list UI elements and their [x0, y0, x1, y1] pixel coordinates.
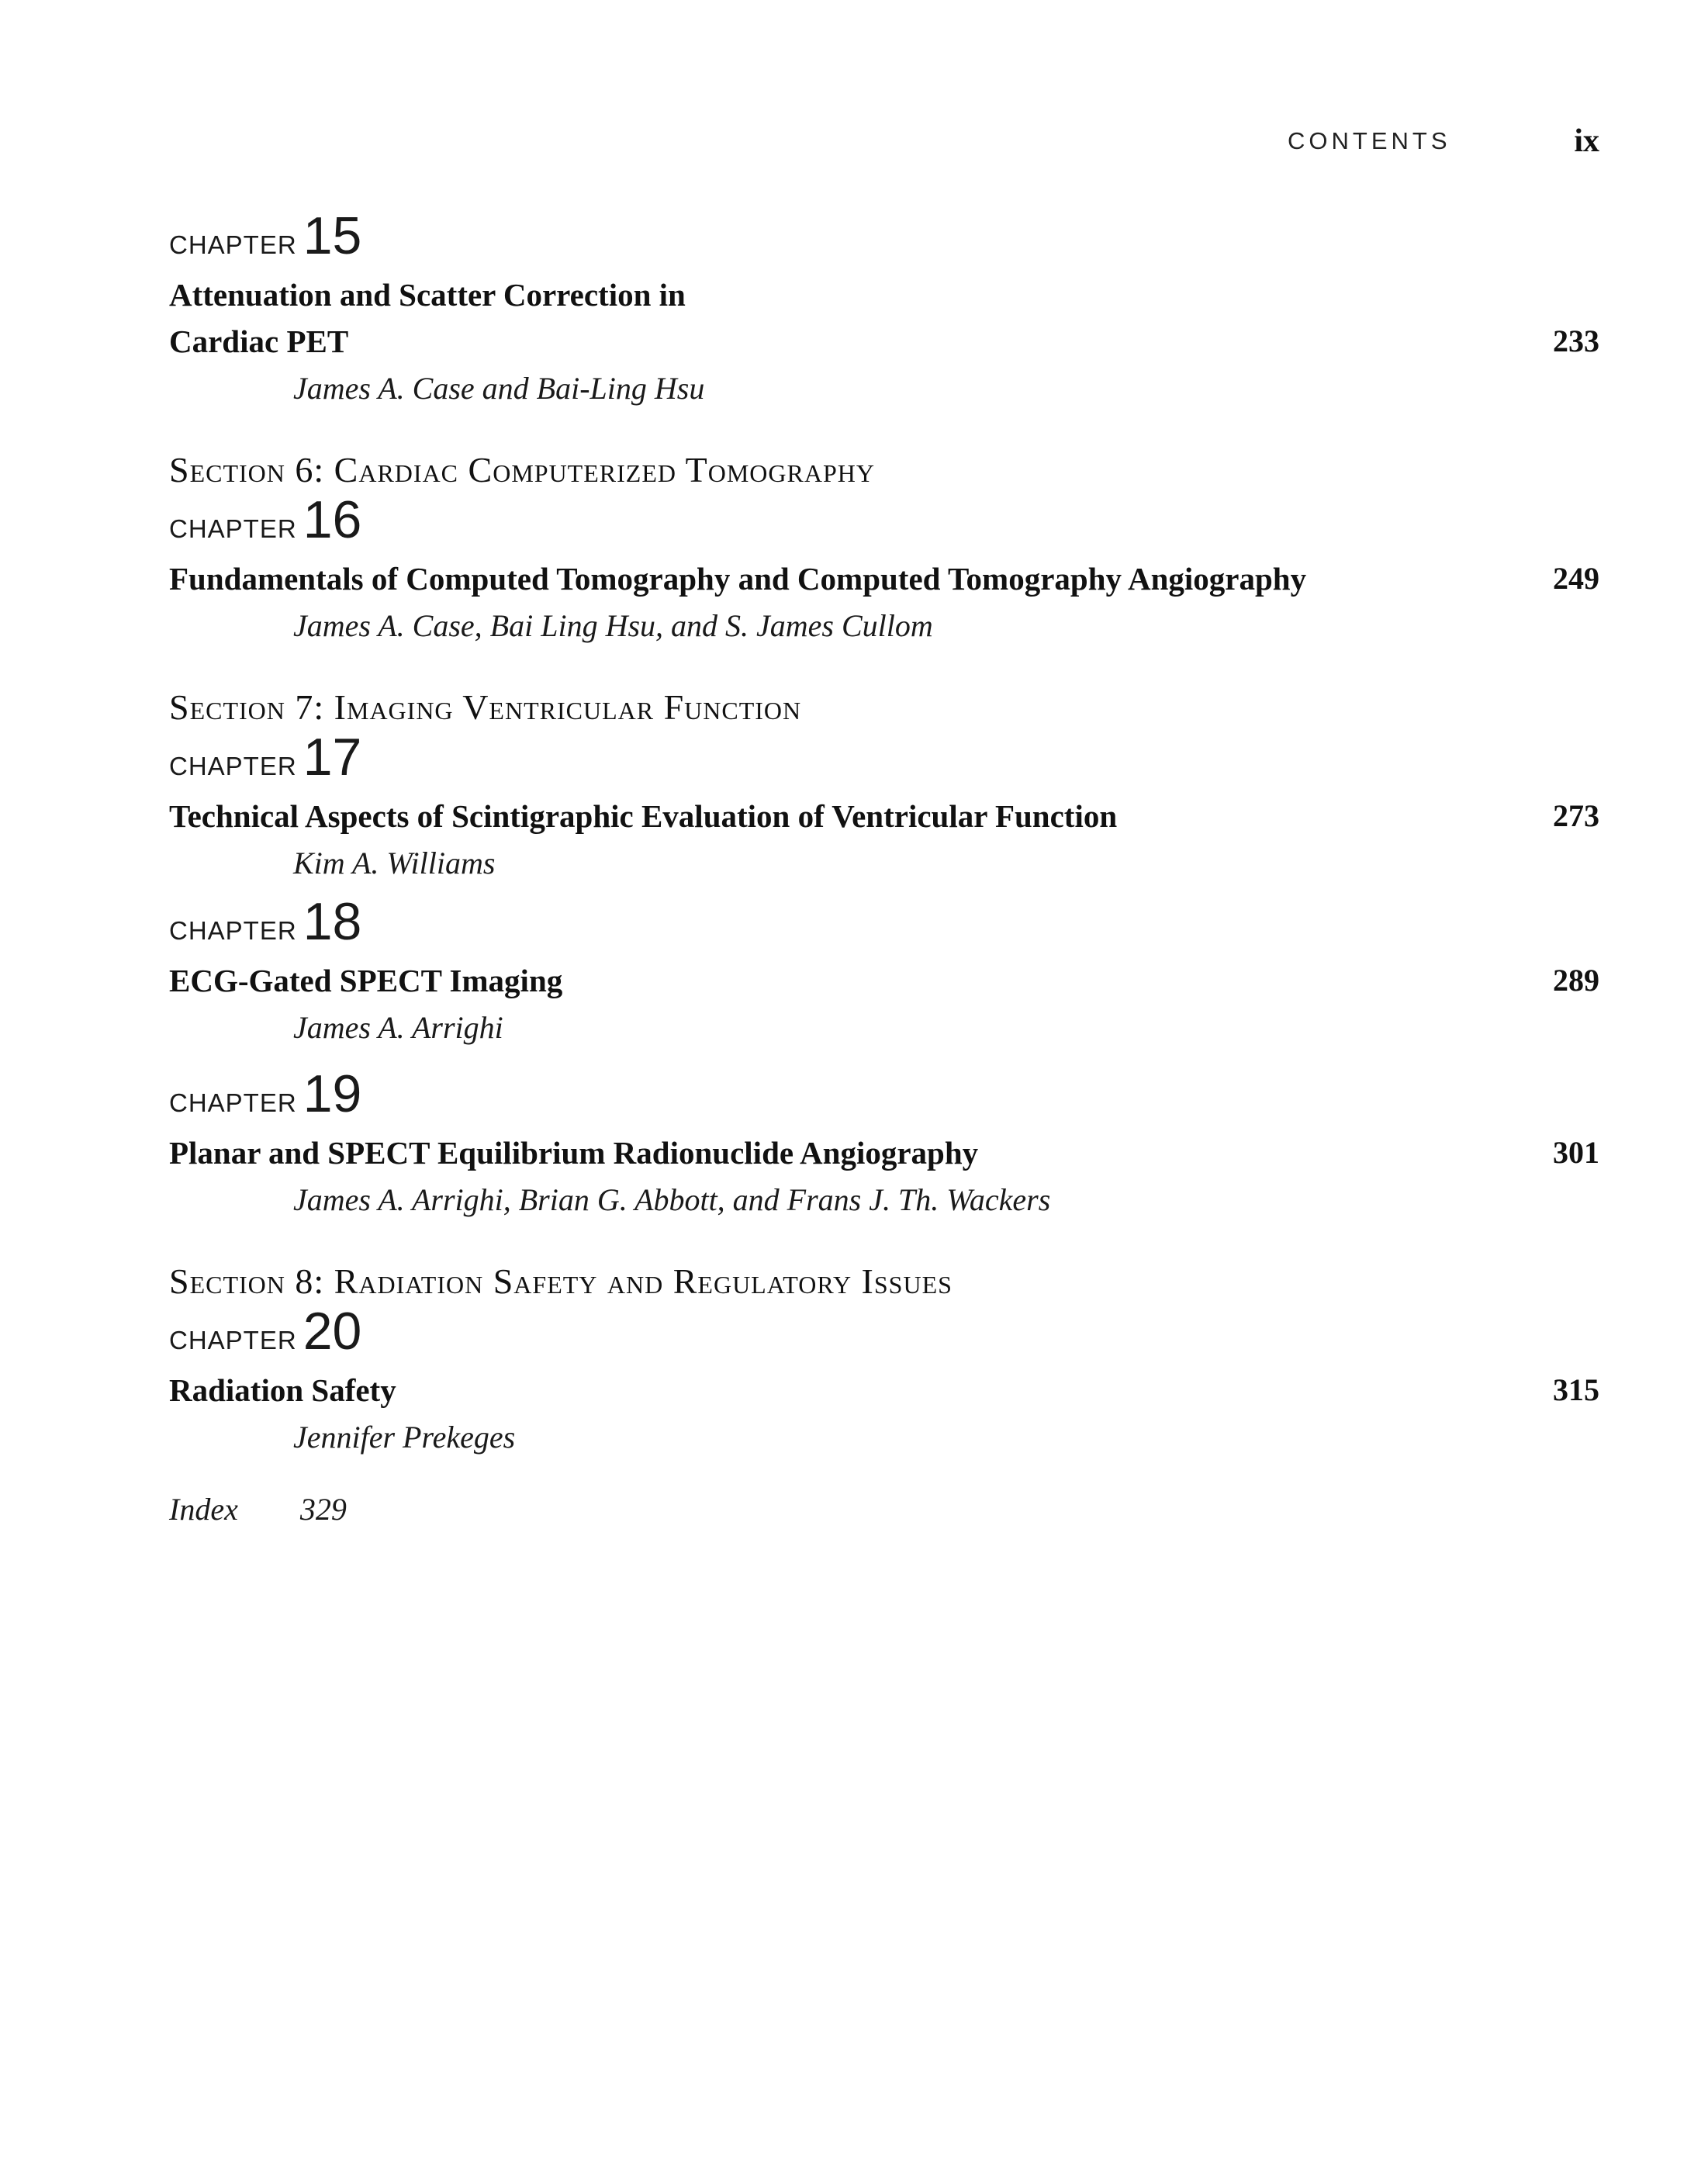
- toc-entry-chapter-15: [169, 206, 1599, 447]
- chapter-label: [169, 1064, 1599, 1130]
- chapter-word: CHAPTER: [169, 514, 297, 543]
- toc-entry-chapter-20: [169, 1302, 1599, 1491]
- index-page: 329: [299, 1492, 347, 1527]
- chapter-label: [169, 1302, 1599, 1367]
- chapter-page: 289: [1553, 963, 1599, 998]
- running-title: CONTENTS: [1288, 127, 1451, 154]
- section-heading-8: Section 8: Radiation Safety and Regulatory Issues: [169, 1261, 953, 1301]
- chapter-word: CHAPTER: [169, 752, 297, 780]
- chapter-title-row: [169, 957, 1599, 1004]
- chapter-title-row: [169, 1367, 1599, 1413]
- chapter-authors: James A. Arrighi, Brian G. Abbott, and Frans J. Th. Wackers: [293, 1182, 1051, 1217]
- toc-entry-chapter-18: [169, 892, 1599, 1067]
- chapter-word: CHAPTER: [169, 1326, 297, 1354]
- chapter-title-row: [169, 555, 1599, 602]
- index-label: Index: [169, 1492, 238, 1527]
- chapter-title-line-2: Cardiac PET: [169, 323, 349, 359]
- toc-entry-chapter-17: [169, 728, 1599, 895]
- chapter-label: [169, 892, 1599, 957]
- chapter-page: 315: [1553, 1372, 1599, 1407]
- chapter-title: Fundamentals of Computed Tomography and Computed Tomography Angiography: [169, 561, 1307, 597]
- chapter-authors: James A. Arrighi: [293, 1010, 503, 1045]
- chapter-title-row: [169, 1130, 1599, 1176]
- chapter-number: 18: [303, 892, 362, 951]
- chapter-title-line-1: Attenuation and Scatter Correction in: [169, 277, 686, 313]
- chapter-word: CHAPTER: [169, 916, 297, 945]
- chapter-authors: Kim A. Williams: [293, 846, 496, 880]
- chapter-title: Radiation Safety: [169, 1372, 396, 1408]
- chapter-page: 301: [1553, 1135, 1599, 1170]
- running-header: [1288, 123, 1599, 161]
- chapter-word: CHAPTER: [169, 1088, 297, 1117]
- chapter-page: 233: [1553, 323, 1599, 358]
- chapter-title: Planar and SPECT Equilibrium Radionuclide Angiography: [169, 1135, 979, 1171]
- section-heading-7: Section 7: Imaging Ventricular Function: [169, 687, 802, 727]
- chapter-label: [169, 728, 1599, 793]
- section-heading-6: Section 6: Cardiac Computerized Tomography: [169, 450, 875, 490]
- table-of-contents: [169, 206, 1599, 1527]
- chapter-number: 17: [303, 728, 362, 787]
- toc-entry-chapter-16: [169, 490, 1599, 684]
- chapter-authors: James A. Case, Bai Ling Hsu, and S. James Cullom: [293, 608, 933, 643]
- chapter-page: 273: [1553, 798, 1599, 833]
- chapter-number: 16: [303, 490, 362, 549]
- chapter-number: 19: [303, 1064, 362, 1123]
- index-entry: [169, 1491, 1599, 1527]
- chapter-authors: James A. Case and Bai-Ling Hsu: [293, 371, 705, 406]
- chapter-word: CHAPTER: [169, 230, 297, 259]
- chapter-authors: Jennifer Prekeges: [293, 1420, 516, 1455]
- chapter-title-row: [169, 793, 1599, 839]
- toc-entry-chapter-19: [169, 1064, 1599, 1258]
- chapter-page: 249: [1553, 561, 1599, 596]
- chapter-label: [169, 206, 1599, 272]
- chapter-label: [169, 490, 1599, 555]
- chapter-number: 20: [303, 1302, 362, 1361]
- chapter-title: ECG-Gated SPECT Imaging: [169, 963, 563, 998]
- chapter-title: Technical Aspects of Scintigraphic Evaluation of Ventricular Function: [169, 798, 1118, 834]
- page-number: ix: [1574, 123, 1599, 159]
- chapter-number: 15: [303, 206, 362, 265]
- chapter-title-row: [169, 272, 1599, 365]
